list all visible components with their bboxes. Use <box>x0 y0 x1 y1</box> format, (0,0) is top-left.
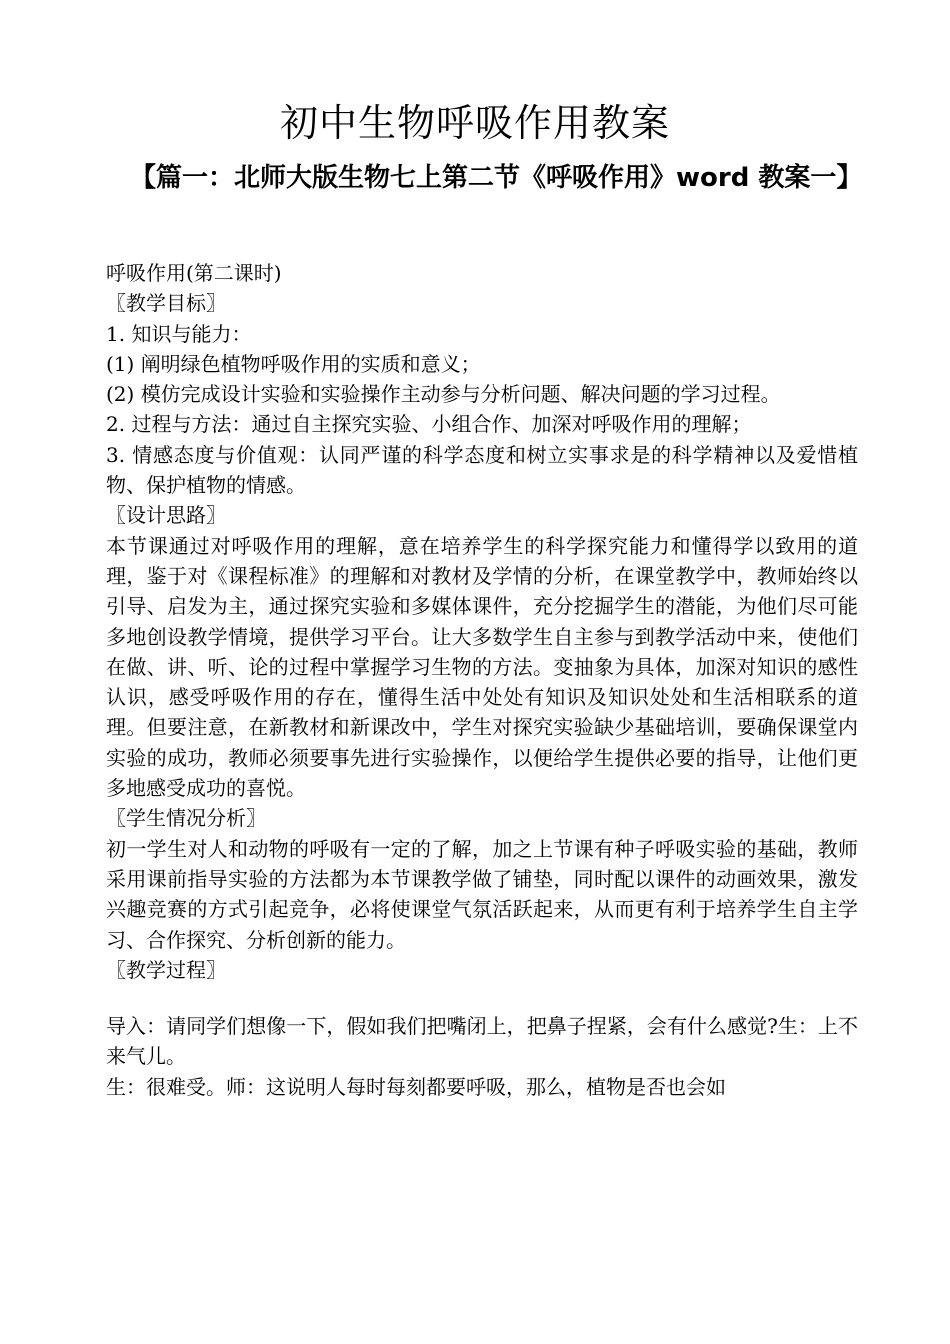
document-subtitle: 【篇一：北师大版生物七上第二节《呼吸作用》word 教案一】 <box>130 163 863 193</box>
section-heading-lesson: 呼吸作用(第二课时) <box>106 261 282 285</box>
process-intro-paragraph: 导入：请同学们想像一下，假如我们把嘴闭上，把鼻子捏紧，会有什么感觉?生：上不来气儿。 <box>106 1014 858 1069</box>
document-title: 初中生物呼吸作用教案 <box>279 101 670 145</box>
objective-attitude: 3. 情感态度与价值观：认同严谨的科学态度和树立实事求是的科学精神以及爱惜植物、保护植物的情感。 <box>106 442 858 498</box>
section-heading-design: 〖设计思路〗 <box>106 503 226 528</box>
section-heading-students: 〖学生情况分析〗 <box>106 806 266 831</box>
objective-knowledge-item-1: (1) 阐明绿色植物呼吸作用的实质和意义； <box>106 351 481 376</box>
students-paragraph: 初一学生对人和动物的呼吸有一定的了解，加之上节课有种子呼吸实验的基础，教师采用课前指导实验的方法都为本节课教学做了铺垫，同时配以课件的动画效果，激发兴趣竞赛的方式引起竞争，必将使课堂气氛活跃起来，从而更有利于培养学生自主学习、合作探究、分析创新的能力。 <box>106 836 858 952</box>
document-body <box>106 258 858 1102</box>
design-paragraph: 本节课通过对呼吸作用的理解，意在培养学生的科学探究能力和懂得学以致用的道理，鉴于对《课程标准》的理解和对教材及学情的分析，在课堂教学中，教师始终以引导、启发为主，通过探究实验和多媒体课件，充分挖掘学生的潜能，为他们尽可能多地创设教学情境，提供学习平台。让大多数学生自主参与到教学活动中来，使他们在做、讲、听、论的过程中掌握学习生物的方法。变抽象为具体，加深对知识的感性认识，感受呼吸作用的存在，懂得生活中处处有知识及知识处处和生活相联系的道理。但要注意，在新教材和新课改中，学生对探究实验缺少基础培训，要确保课堂内实验的成功，教师必须要事先进行实验操作，以便给学生提供必要的指导，让他们更多地感受成功的喜悦。 <box>106 533 858 801</box>
paragraph-gap <box>106 985 858 1011</box>
objective-knowledge: 1. 知识与能力： <box>106 321 252 346</box>
objective-knowledge-item-2: (2) 模仿完成设计实验和实验操作主动参与分析问题、解决问题的学习过程。 <box>106 382 781 407</box>
section-heading-objectives: 〖教学目标〗 <box>106 291 226 316</box>
objective-process: 2. 过程与方法：通过自主探究实验、小组合作、加深对呼吸作用的理解； <box>106 412 752 437</box>
section-heading-process: 〖教学过程〗 <box>106 957 226 982</box>
process-dialogue-paragraph: 生：很难受。师：这说明人每时每刻都要呼吸，那么，植物是否也会如 <box>106 1074 726 1099</box>
